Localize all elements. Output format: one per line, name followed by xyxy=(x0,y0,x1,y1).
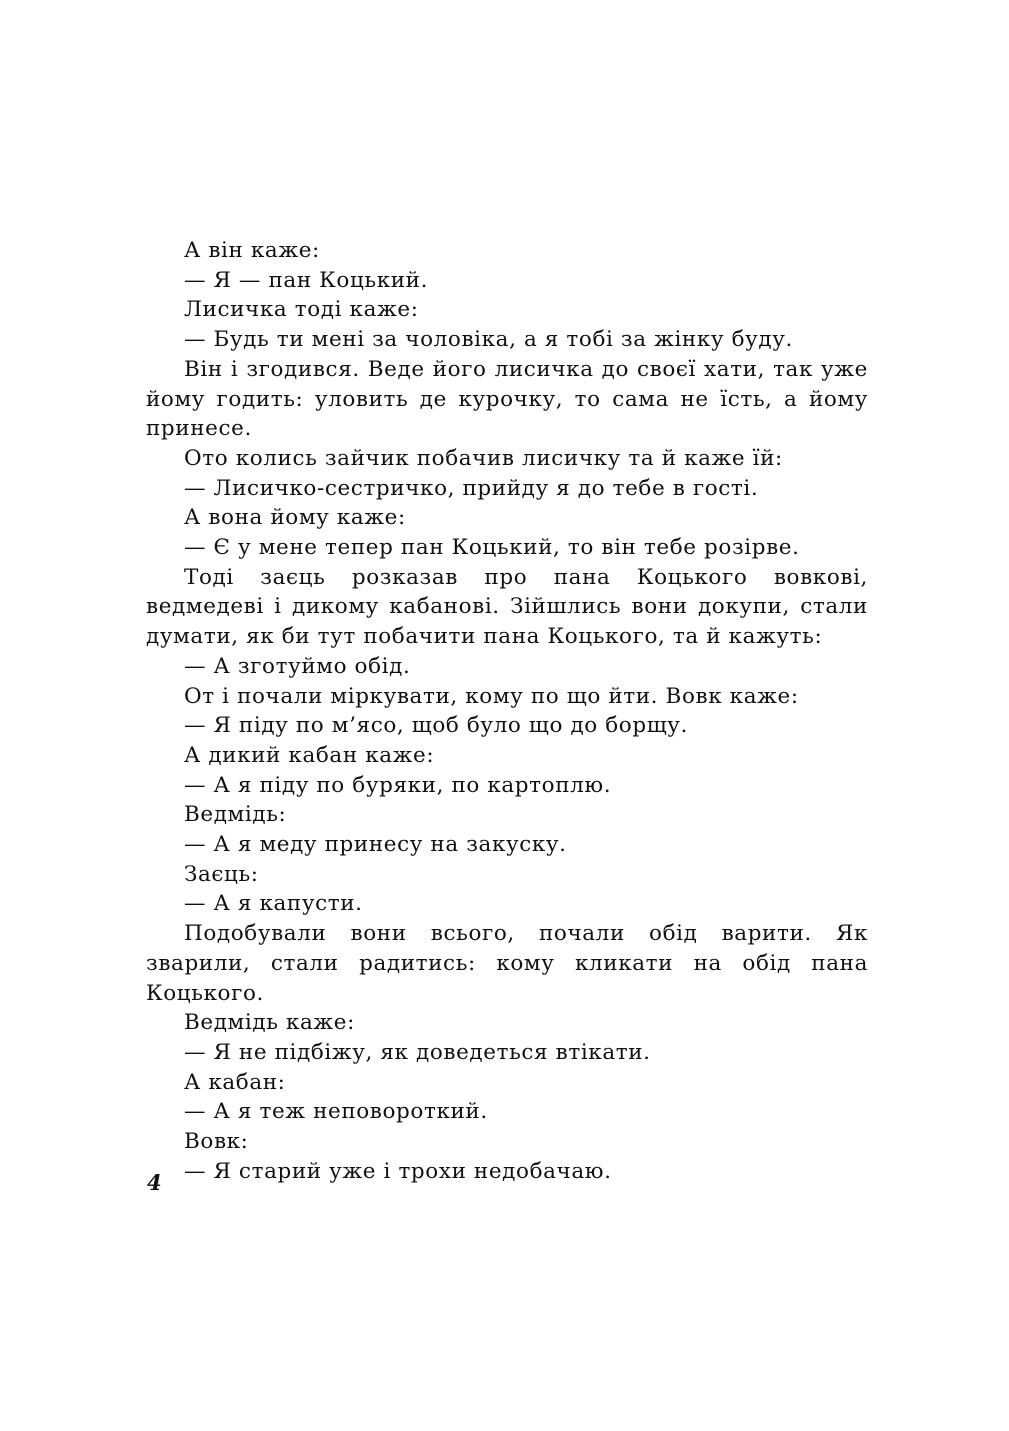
paragraph: — Я старий уже і трохи недобачаю. xyxy=(184,1158,612,1184)
paragraph: Подобували вони всього, почали обід варити. Як зварили, стали радитись: кому кликати на обід пана Коцького. xyxy=(146,921,868,1006)
paragraph: — Будь ти мені за чоловіка, а я тобі за жінку буду. xyxy=(184,327,793,353)
paragraph: Лисичка тоді каже: xyxy=(184,297,419,323)
paragraph: А вона йому каже: xyxy=(184,505,406,531)
paragraph: Ото колись зайчик побачив лисичку та й каже їй: xyxy=(184,445,783,471)
paragraph: — Лисичко-сестричко, прийду я до тебе в гості. xyxy=(184,475,759,501)
paragraph: Ведмідь каже: xyxy=(184,1010,355,1036)
paragraph: — Я не підбіжу, як доведеться втікати. xyxy=(184,1039,651,1065)
paragraph: — А зготуймо обід. xyxy=(184,653,411,679)
paragraph: А він каже: xyxy=(184,238,320,263)
page-body xyxy=(146,236,868,1187)
paragraph: Ведмідь: xyxy=(184,802,287,828)
paragraph: Він і згодився. Веде його лисичка до своєї хати, так уже йому годить: уловить де курочку, то сама не їсть, а йому принесе. xyxy=(146,356,868,442)
paragraph: — Я — пан Коцький. xyxy=(184,267,429,293)
paragraph: — А я меду принесу на закуску. xyxy=(184,832,567,858)
page-number: 4 xyxy=(147,1170,162,1195)
paragraph: А дикий кабан каже: xyxy=(184,742,435,768)
paragraph: — А я теж неповороткий. xyxy=(184,1099,488,1125)
paragraph: Тоді заєць розказав про пана Коцького вовкові, ведмедеві і дикому кабанові. Зійшлись вони докупи, стали думати, як би тут побачити пана Коцького, та й кажуть: xyxy=(146,564,868,650)
paragraph: — А я піду по буряки, по картоплю. xyxy=(184,772,612,798)
paragraph: А кабан: xyxy=(184,1069,286,1095)
paragraph: — Я піду по м’ясо, щоб було що до борщу. xyxy=(184,713,688,739)
paragraph: — Є у мене тепер пан Коцький, то він тебе розірве. xyxy=(184,535,800,561)
paragraph: Вовк: xyxy=(184,1129,249,1155)
paragraph: — А я капусти. xyxy=(184,891,363,917)
paragraph: Заєць: xyxy=(184,861,259,887)
paragraph: От і почали міркувати, кому по що йти. Вовк каже: xyxy=(184,683,799,709)
